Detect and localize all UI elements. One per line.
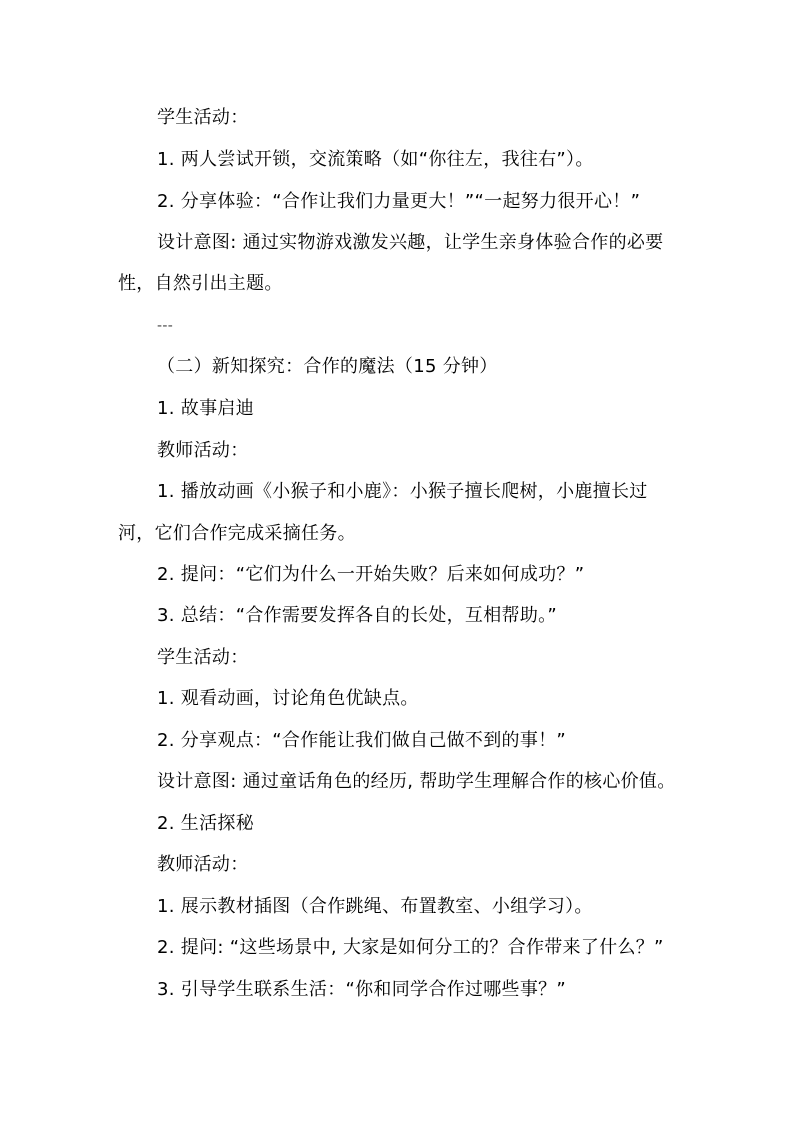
section-label-student-activity: 学生活动： xyxy=(157,107,249,128)
subsection-heading: 2. 生活探秘 xyxy=(157,813,254,834)
list-item: 1. 观看动画，讨论角色优缺点。 xyxy=(157,688,419,709)
list-item: 2. 分享观点：“合作能让我们做自己做不到的事！” xyxy=(157,730,567,751)
subsection-heading: 1. 故事启迪 xyxy=(157,398,254,419)
design-intent-paragraph: 设计意图: 通过童话角色的经历, 帮助学生理解合作的核心价值。 xyxy=(157,771,676,792)
section-heading: （二）新知探究：合作的魔法（15 分钟） xyxy=(157,356,498,377)
section-label-student-activity: 学生活动： xyxy=(157,647,249,668)
paragraph-continuation: 河，它们合作完成采摘任务。 xyxy=(118,523,356,544)
paragraph-continuation: 性，自然引出主题。 xyxy=(118,273,283,294)
design-intent-paragraph: 设计意图: 通过实物游戏激发兴趣，让学生亲身体验合作的必要 xyxy=(157,232,664,253)
list-item: 1. 展示教材插图（合作跳绳、布置教室、小组学习）。 xyxy=(157,896,593,917)
list-item: 2. 分享体验：“合作让我们力量更大！”“一起努力很开心！” xyxy=(157,191,641,212)
list-item: 2. 提问：“它们为什么一开始失败？后来如何成功？” xyxy=(157,564,585,585)
list-item: 2. 提问: “这些场景中, 大家是如何分工的？合作带来了什么？” xyxy=(157,937,664,958)
separator-text: --- xyxy=(157,318,174,334)
list-item: 1. 播放动画《小猴子和小鹿》：小猴子擅长爬树，小鹿擅长过 xyxy=(157,481,648,502)
list-item: 3. 引导学生联系生活：“你和同学合作过哪些事？” xyxy=(157,979,567,1000)
section-label-teacher-activity: 教师活动： xyxy=(157,854,249,875)
list-item: 3. 总结：“合作需要发挥各自的长处，互相帮助。” xyxy=(157,605,558,626)
section-label-teacher-activity: 教师活动： xyxy=(157,440,249,461)
list-item: 1. 两人尝试开锁，交流策略（如“你往左，我往右”）。 xyxy=(157,149,594,170)
